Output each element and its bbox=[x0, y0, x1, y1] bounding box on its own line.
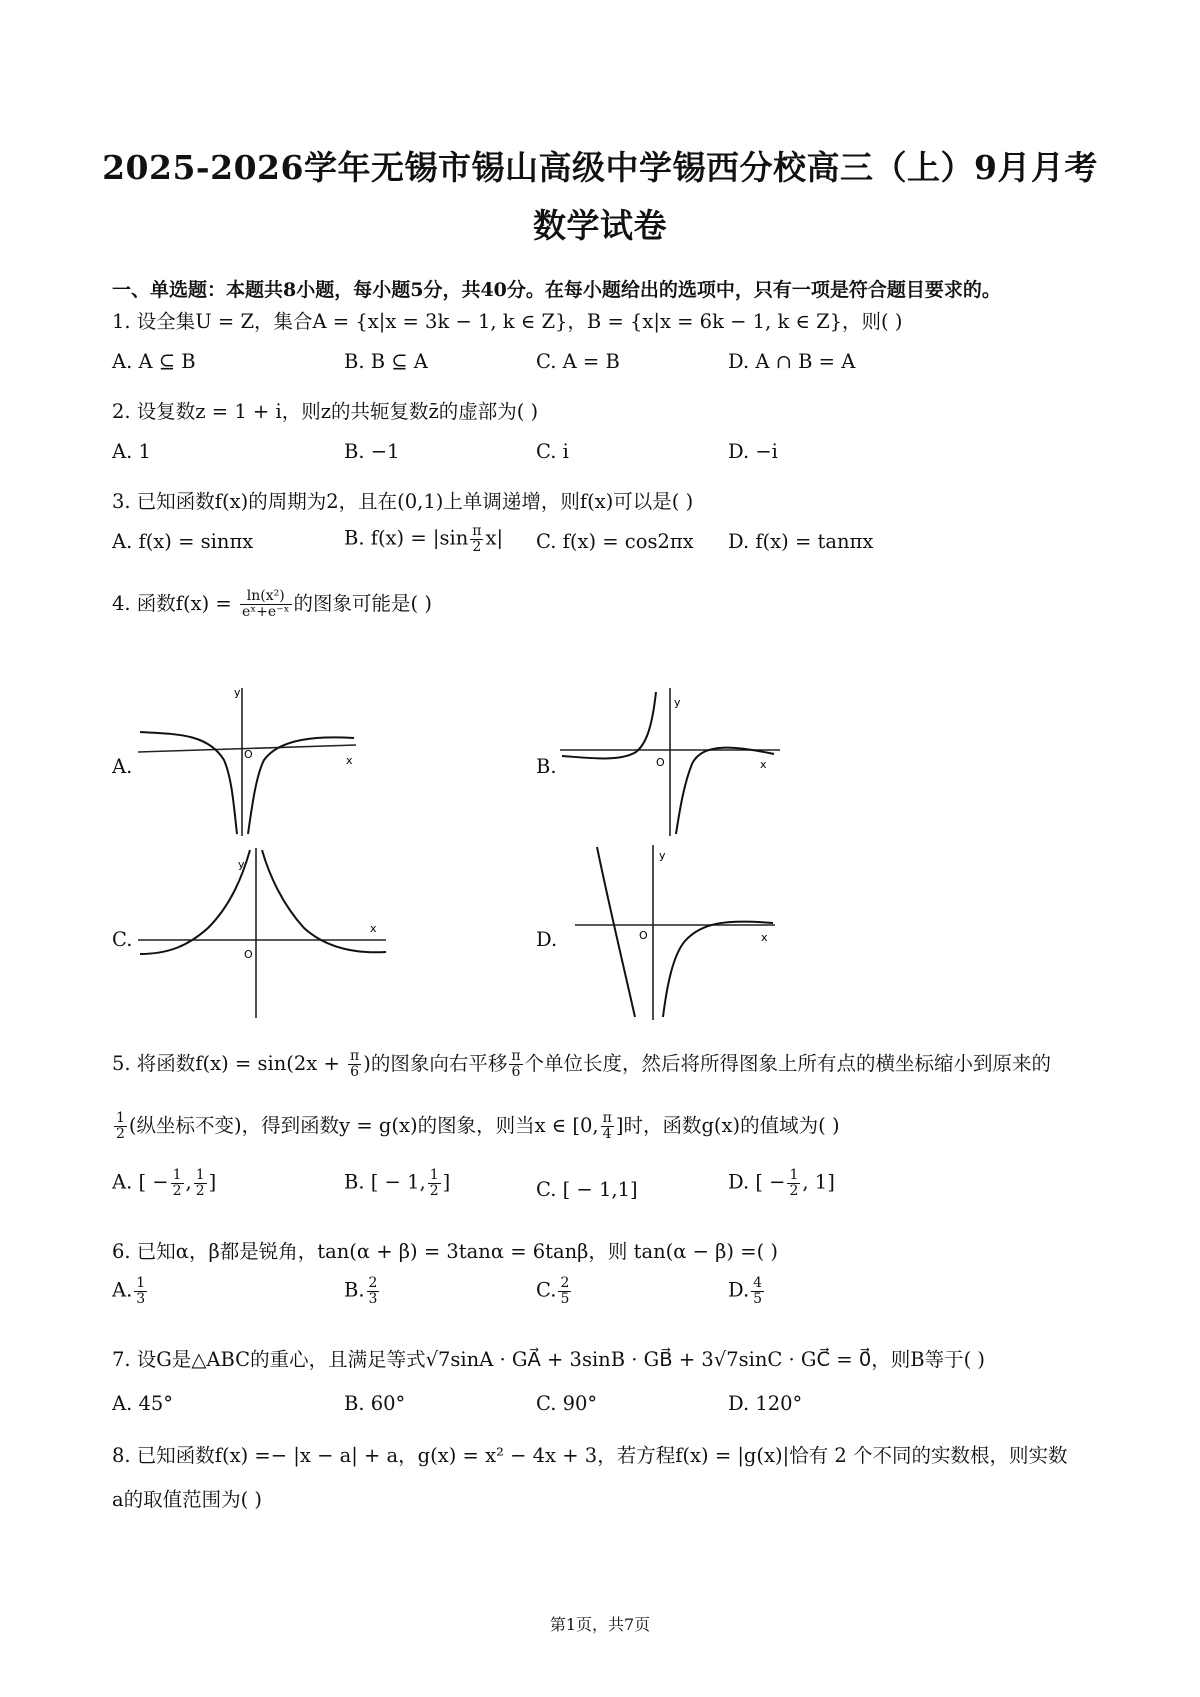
fraction bbox=[751, 1276, 764, 1306]
fraction bbox=[367, 1276, 380, 1306]
exam-title-line2: 数学试卷 bbox=[533, 206, 667, 245]
question-5-line2 bbox=[112, 1110, 840, 1142]
axis-y-label: y bbox=[659, 849, 666, 862]
opt-text: ] bbox=[442, 1170, 451, 1194]
q3-option-a: A. f(x) = sinπx bbox=[112, 530, 254, 553]
frac-den: 2 bbox=[172, 1182, 182, 1199]
fraction bbox=[509, 1049, 522, 1079]
frac-den: 2 bbox=[195, 1182, 205, 1199]
axis-x-label: x bbox=[760, 758, 767, 771]
q1-option-a: A. A ⊆ B bbox=[112, 350, 196, 373]
frac-num: 1 bbox=[172, 1167, 182, 1183]
fraction bbox=[240, 589, 292, 619]
q2-option-c: C. i bbox=[536, 440, 569, 463]
q5-text: 个单位长度，然后将所得图象上所有点的横坐标缩小到原来的 bbox=[524, 1052, 1052, 1075]
frac-num: π bbox=[511, 1048, 521, 1065]
axis-x-label: x bbox=[761, 931, 768, 944]
graph-c bbox=[138, 848, 393, 1018]
frac-num: 4 bbox=[753, 1275, 763, 1291]
origin-label: O bbox=[656, 756, 665, 769]
frac-num: ln(x²) bbox=[240, 589, 292, 605]
section-heading: 一、单选题：本题共8小题，每小题5分，共40分。在每小题给出的选项中，只有一项是符合题目要求的。 bbox=[112, 279, 1001, 301]
fraction bbox=[348, 1049, 361, 1079]
graph-b bbox=[560, 688, 785, 836]
question-5-line1 bbox=[112, 1048, 1051, 1080]
q3-option-d: D. f(x) = tanπx bbox=[728, 530, 874, 553]
q4-stem-post: 的图象可能是( ) bbox=[293, 592, 432, 615]
q5-text: ]时，函数g(x)的值域为( ) bbox=[615, 1114, 840, 1137]
axis-x-label: x bbox=[370, 922, 377, 935]
opt-label: A. bbox=[112, 1278, 133, 1302]
frac-den: 6 bbox=[350, 1064, 360, 1080]
frac-num: 2 bbox=[560, 1275, 570, 1291]
origin-label: O bbox=[639, 929, 648, 942]
question-2-stem: 2. 设复数z = 1 + i，则z的共轭复数z̄的虚部为( ) bbox=[112, 400, 539, 423]
q3-option-b bbox=[344, 524, 503, 554]
axis-y-label: y bbox=[238, 858, 245, 871]
q1-option-c: C. A = B bbox=[536, 350, 620, 373]
q5-option-d bbox=[728, 1168, 835, 1198]
question-8-line1: 8. 已知函数f(x) =− |x − a| + a，g(x) = x² − 4x + 3，若方程f(x) = |g(x)|恰有 2 个不同的实数根，则实数 bbox=[112, 1444, 1068, 1467]
q7-option-a: A. 45° bbox=[112, 1392, 174, 1415]
frac-den: 2 bbox=[116, 1126, 125, 1142]
axis-x-label: x bbox=[346, 754, 353, 767]
opt-text: , 1] bbox=[802, 1170, 835, 1194]
axis-y-label: y bbox=[234, 688, 241, 699]
graph-d bbox=[575, 845, 790, 1020]
question-6-stem: 6. 已知α，β都是锐角，tan(α + β) = 3tanα = 6tanβ，则 tan(α − β) =( ) bbox=[112, 1240, 778, 1263]
frac-den: 2 bbox=[472, 538, 482, 555]
q3-option-c: C. f(x) = cos2πx bbox=[536, 530, 694, 553]
fraction bbox=[171, 1168, 184, 1198]
q5-text: )的图象向右平移 bbox=[363, 1052, 508, 1075]
frac-num: π bbox=[602, 1110, 612, 1127]
frac-num: 2 bbox=[368, 1275, 378, 1291]
frac-den: 3 bbox=[136, 1290, 146, 1307]
origin-label: O bbox=[244, 948, 253, 961]
q6-option-a bbox=[112, 1276, 149, 1306]
exam-title-line1: 2025-2026学年无锡市锡山高级中学锡西分校高三（上）9月月考 bbox=[102, 148, 1098, 187]
origin-label: O bbox=[244, 748, 253, 761]
q5-option-b bbox=[344, 1168, 450, 1198]
graph-label-a: A. bbox=[112, 755, 133, 778]
frac-num: 1 bbox=[789, 1167, 799, 1183]
graph-label-c: C. bbox=[112, 928, 133, 951]
fraction bbox=[601, 1111, 614, 1141]
fraction bbox=[787, 1168, 800, 1198]
q5-text: (纵坐标不变)，得到函数y = g(x)的图象，则当x ∈ [0, bbox=[128, 1114, 599, 1137]
opt-text: , bbox=[185, 1170, 192, 1194]
frac-den: eˣ+e⁻ˣ bbox=[241, 604, 290, 620]
q2-option-a: A. 1 bbox=[112, 440, 151, 463]
q1-option-b: B. B ⊆ A bbox=[344, 350, 428, 373]
opt-label: C. bbox=[536, 1278, 557, 1302]
q7-option-b: B. 60° bbox=[344, 1392, 406, 1415]
frac-den: 2 bbox=[429, 1182, 439, 1199]
page-footer: 第1页，共7页 bbox=[549, 1615, 651, 1634]
graph-label-d: D. bbox=[536, 928, 558, 951]
opt-text: A. [ − bbox=[112, 1170, 169, 1194]
question-8-line2: a的取值范围为( ) bbox=[112, 1488, 263, 1511]
frac-den: 6 bbox=[511, 1064, 521, 1080]
frac-num: 1 bbox=[195, 1167, 205, 1183]
q7-option-d: D. 120° bbox=[728, 1392, 803, 1415]
q2-option-b: B. −1 bbox=[344, 440, 400, 463]
graph-label-b: B. bbox=[536, 755, 557, 778]
fraction bbox=[470, 524, 483, 554]
opt-text: B. [ − 1, bbox=[344, 1170, 426, 1194]
fraction bbox=[114, 1111, 127, 1141]
q7-option-c: C. 90° bbox=[536, 1392, 598, 1415]
question-3-stem: 3. 已知函数f(x)的周期为2，且在(0,1)上单调递增，则f(x)可以是( ) bbox=[112, 490, 694, 513]
q5-option-c: C. [ − 1,1] bbox=[536, 1178, 638, 1201]
q6-option-d bbox=[728, 1276, 766, 1306]
fraction bbox=[428, 1168, 441, 1198]
q3-option-b-text: B. f(x) = |sin bbox=[344, 526, 469, 550]
frac-den: 2 bbox=[789, 1182, 799, 1199]
opt-label: D. bbox=[728, 1278, 750, 1302]
question-7-stem: 7. 设G是△ABC的重心，且满足等式√7sinA · GA⃗ + 3sinB · GB⃗ + 3√7sinC · GC⃗ = 0⃗，则B等于( ) bbox=[112, 1348, 985, 1371]
frac-den: 5 bbox=[753, 1290, 763, 1307]
frac-num: 1 bbox=[116, 1110, 125, 1127]
frac-num: 1 bbox=[136, 1275, 146, 1291]
frac-num: π bbox=[472, 523, 482, 539]
question-1-stem: 1. 设全集U = Z，集合A = {x|x = 3k − 1, k ∈ Z}，B = {x|x = 6k − 1, k ∈ Z}，则( ) bbox=[112, 310, 903, 333]
frac-num: π bbox=[350, 1048, 360, 1065]
fraction bbox=[558, 1276, 571, 1306]
frac-num: 1 bbox=[429, 1167, 439, 1183]
q6-option-b bbox=[344, 1276, 381, 1306]
q2-option-d: D. −i bbox=[728, 440, 778, 463]
q4-stem-pre: 4. 函数f(x) = bbox=[112, 592, 238, 615]
fraction bbox=[134, 1276, 147, 1306]
q3-option-b-tail: x| bbox=[485, 526, 504, 550]
fraction bbox=[194, 1168, 207, 1198]
q1-option-d: D. A ∩ B = A bbox=[728, 350, 856, 373]
frac-den: 4 bbox=[602, 1126, 612, 1142]
frac-den: 3 bbox=[368, 1290, 378, 1307]
opt-label: B. bbox=[344, 1278, 365, 1302]
q6-option-c bbox=[536, 1276, 573, 1306]
frac-den: 5 bbox=[560, 1290, 570, 1307]
graph-a bbox=[138, 688, 363, 836]
opt-text: D. [ − bbox=[728, 1170, 786, 1194]
question-4-stem bbox=[112, 588, 432, 620]
q5-text: 5. 将函数f(x) = sin(2x + bbox=[112, 1052, 347, 1075]
q5-option-a bbox=[112, 1168, 216, 1198]
opt-text: ] bbox=[208, 1170, 217, 1194]
axis-y-label: y bbox=[674, 696, 681, 709]
